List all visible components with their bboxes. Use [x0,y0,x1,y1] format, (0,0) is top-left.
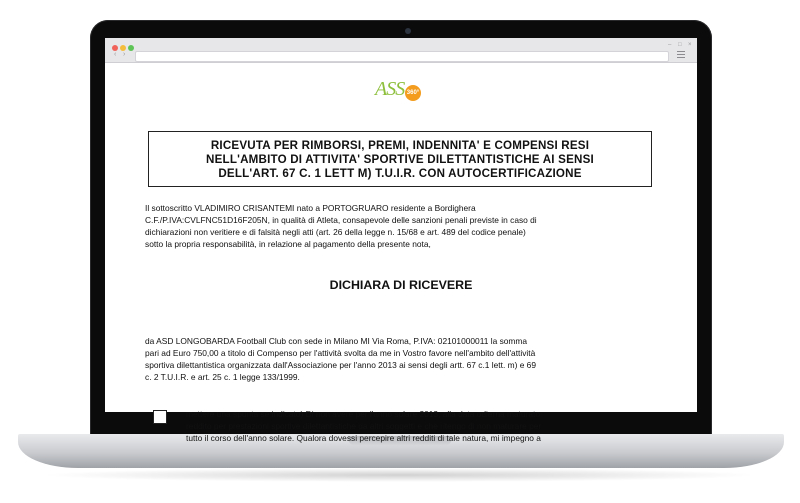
asso-logo [375,76,429,102]
webcam [405,28,411,34]
screen [105,38,697,443]
declaration-line: C.F./P.IVA:CVLFNC51D16F205N, in qualità di Atleta, consapevole delle sanzioni penali previste in caso di [145,215,537,225]
zoom-window-button[interactable] [128,45,134,51]
declaration-line: sotto la propria responsabilità, in relazione al pagamento della presente nota, [145,239,431,249]
title-line: DELL'ART. 67 C. 1 LETT M) T.U.I.R. CON AUTOCERTIFICAZIONE [218,167,582,180]
logo-text: ASS [375,78,405,100]
laptop-shadow [40,468,760,482]
minimize-icon[interactable]: – [668,42,672,48]
declaration-line: Il sottoscritto VLADIMIRO CRISANTEMI nato a PORTOGRUARO residente a Bordighera [145,203,476,213]
checkbox-text-line: tutto il corso dell'anno solare. Qualora dovessi percepire altri redditi di tale natura, mi impegno a [186,433,541,443]
section-heading: DICHIARA DI RICEVERE [329,278,473,292]
chevron-left-icon[interactable]: ‹ [114,51,117,58]
chevron-right-icon[interactable]: › [123,51,126,58]
no-other-income-checkbox[interactable] [153,410,167,424]
payment-line: c. 2 T.U.I.R. e art. 25 c. 1 legge 133/1999. [145,372,300,382]
payment-line: pari ad Euro 750,00 a titolo di Compenso per l'attività svolta da me in Vostro favore nell'ambito dell'attività [145,348,536,358]
payment-line: sportiva dilettantistica organizzata dall'Associazione per l'anno 2013 ai sensi degli artt. 67 c.1 lett. m) e 69 [145,360,536,370]
browser-toolbar [105,38,697,63]
declaration-line: dichiarazioni non veritiere e di falsità negli atti (art. 26 della legge n. 15/68 e art. 489 del codice penale) [145,227,526,237]
maximize-icon[interactable]: □ [678,42,682,48]
document-page [105,62,697,443]
close-icon[interactable]: × [688,42,692,48]
logo-badge: 360° [405,85,421,101]
hamburger-icon[interactable] [677,51,685,59]
checkbox-text-line: mettere una spunta se indicato) Di non avere per l'anno solare 2013, alla data odierna maturato [186,409,541,419]
receipt-title-box [148,131,652,187]
checkbox-text-line: reddito per prestazioni sportive dilettantistiche da altri soggetti e che ritengo di non maturare per [186,421,542,431]
title-line: RICEVUTA PER RIMBORSI, PREMI, INDENNITA' E COMPENSI RESI [210,139,590,152]
address-bar[interactable] [135,51,669,62]
payment-line: da ASD LONGOBARDA Football Club con sede in Milano MI Via Roma, P.IVA: 02101000011 la somma [145,336,528,346]
title-line: NELL'AMBITO DI ATTIVITA' SPORTIVE DILETTANTISTICHE AI SENSI [206,153,594,166]
